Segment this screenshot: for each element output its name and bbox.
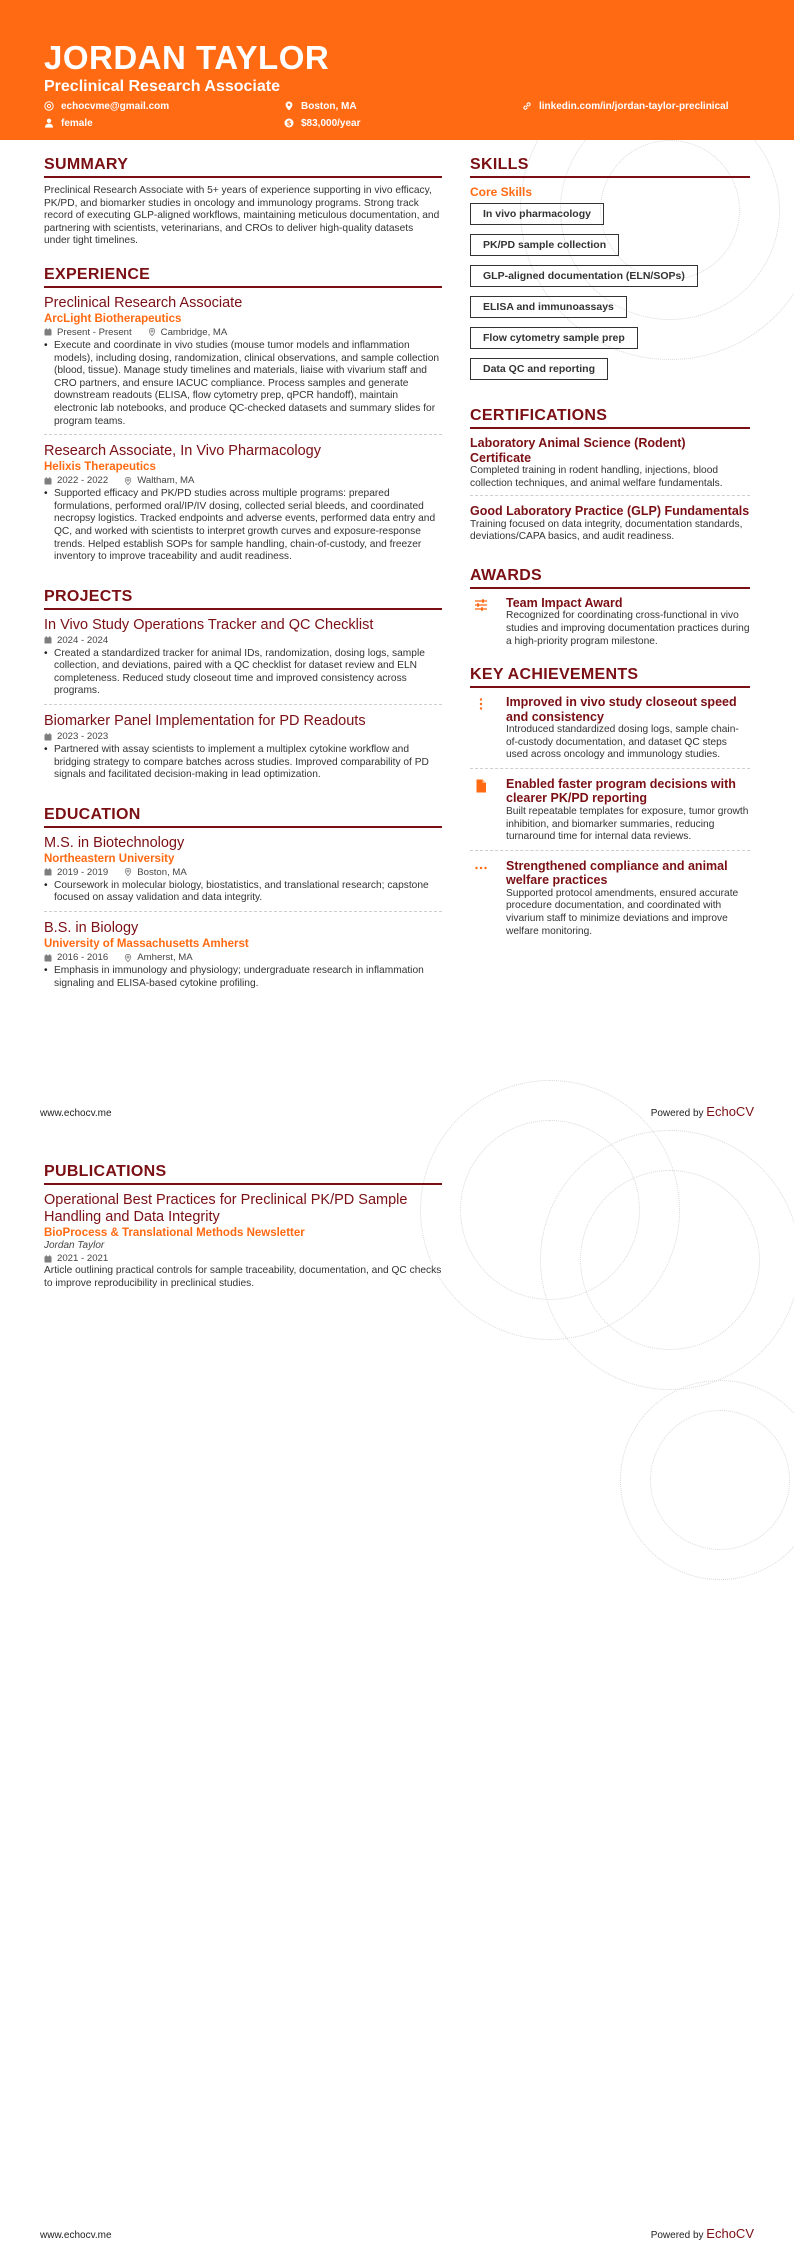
achievement-entry	[470, 695, 750, 769]
skill-tag: In vivo pharmacology	[470, 203, 604, 225]
certification-title: Laboratory Animal Science (Rodent) Certificate	[470, 436, 686, 465]
experience-section	[44, 266, 442, 570]
award-text: Recognized for coordinating cross-functional in vivo studies and improving documentation practices during a high-priority program milestone.	[506, 610, 750, 647]
publication-entry	[44, 1192, 442, 1296]
skills-subheading: Core Skills	[470, 185, 533, 199]
project-bullets	[44, 744, 442, 782]
school-name: Northeastern University	[44, 852, 175, 865]
certification-entry	[470, 504, 750, 549]
certification-text: Completed training in rodent handling, injections, blood collection techniques, and animal welfare fundamentals.	[470, 465, 723, 489]
degree-title: B.S. in Biology	[44, 920, 139, 937]
job-meta	[44, 326, 442, 339]
education-meta	[44, 866, 442, 879]
project-bullets	[44, 648, 442, 698]
vertical-dots-icon	[474, 697, 488, 711]
achievement-text: Introduced standardized dosing logs, sample chain-of-custody documentation, and dataset QC steps used across oncology and immunology studies.	[506, 724, 739, 761]
skill-tag: GLP-aligned documentation (ELN/SOPs)	[470, 265, 698, 287]
summary-heading: SUMMARY	[44, 156, 442, 178]
skills-heading: SKILLS	[470, 156, 750, 178]
job-bullet: • Supported efficacy and PK/PD studies across multiple programs: prepared formulations, performed oral/IP/IV dosing, collected serial bleeds, and coordinated necropsy logistics. Tracked endpoints and adverse events, performed data entry and QC, and worked with scientists to interpret growth curves and exposure-response trends. Helped establish SOPs for sample handling, chain-of-custody, and freezer inventory to improve traceability and audit readiness.	[44, 488, 442, 564]
job-bullets	[44, 488, 442, 564]
skill-tag: PK/PD sample collection	[470, 234, 619, 256]
degree-title: M.S. in Biotechnology	[44, 834, 185, 851]
powered-label: Powered by	[650, 2230, 704, 2241]
project-entry	[44, 617, 442, 705]
education-entry	[44, 920, 442, 996]
awards-heading: AWARDS	[470, 567, 750, 589]
skill-tag: Flow cytometry sample prep	[470, 327, 638, 349]
salary-text: $83,000/year	[301, 117, 361, 129]
publication-text: Article outlining practical controls for sample traceability, documentation, and QC checks to improve reproducibility in preclinical studies.	[44, 1265, 442, 1289]
publications-heading: PUBLICATIONS	[44, 1163, 442, 1185]
project-dates: 2024 - 2024	[57, 634, 109, 646]
publication-dates: 2021 - 2021	[57, 1253, 109, 1264]
publication-author: Jordan Taylor	[44, 1240, 105, 1251]
candidate-name: JORDAN TAYLOR	[44, 39, 330, 76]
certifications-heading: CERTIFICATIONS	[470, 407, 750, 429]
job-location: Cambridge, MA	[160, 326, 228, 338]
certification-title: Good Laboratory Practice (GLP) Fundamentals	[470, 504, 750, 519]
job-dates: 2022 - 2022	[57, 475, 109, 487]
job-bullet: • Execute and coordinate in vivo studies (mouse tumor models and inflammation models), including dosing, randomization, clinical observations, and sample collection (blood, tissue). Manage study timelines and materials, liaise with vivarium staff and CRO partners, and ensure IACUC compliance. Process samples and generate downstream readouts (ELISA, flow cytometry prep, qPCR handoff), maintain electronic lab notebooks, and produce QC-checked datasets and summary slides for program teams.	[44, 340, 442, 428]
certifications-section	[470, 407, 750, 549]
job-meta	[44, 474, 442, 487]
brand-logo: EchoCV	[706, 1104, 754, 1119]
project-dates: 2023 - 2023	[57, 731, 109, 743]
calendar-icon	[44, 733, 52, 741]
job-dates: Present - Present	[57, 326, 132, 338]
horizontal-dots-icon	[474, 861, 488, 875]
achievement-text: Built repeatable templates for exposure, tumor growth inhibition, and biomarker summaries, reducing turnaround time for internal data reviews.	[506, 805, 749, 843]
job-title: Preclinical Research Associate	[44, 294, 243, 311]
contact-gender	[44, 116, 93, 130]
powered-label: Powered by	[650, 1108, 704, 1119]
education-bullets	[44, 965, 442, 990]
certification-entry	[470, 436, 750, 496]
decorative-circle	[540, 1130, 794, 1390]
decorative-circle	[420, 1080, 680, 1340]
contact-location	[284, 99, 357, 113]
awards-section	[470, 567, 750, 648]
project-meta	[44, 634, 442, 647]
person-icon	[44, 118, 54, 128]
project-bullet: • Partnered with assay scientists to implement a multiplex cytokine workflow and bridging strategy to compare batches across studies. Improved comparability of PD signals and facilitated decision-making in lead optimization.	[44, 744, 442, 782]
at-icon	[44, 101, 54, 111]
linkedin-text: linkedin.com/in/jordan-taylor-preclinical	[539, 100, 729, 112]
education-bullet: • Emphasis in immunology and physiology; undergraduate research in inflammation signaling and ELISA-based cytokine profiling.	[44, 965, 442, 990]
resume-header	[0, 0, 794, 140]
projects-section	[44, 588, 442, 788]
education-bullet: • Coursework in molecular biology, biostatistics, and translational research; capstone focused on assay validation and data integrity.	[44, 880, 442, 905]
sliders-icon	[474, 598, 488, 612]
company-name: ArcLight Biotherapeutics	[44, 312, 182, 325]
project-title: In Vivo Study Operations Tracker and QC Checklist	[44, 616, 374, 633]
contact-email[interactable]	[44, 99, 169, 113]
location-text: Boston, MA	[301, 100, 357, 112]
experience-entry	[44, 443, 442, 570]
job-title: Research Associate, In Vivo Pharmacology	[44, 443, 321, 460]
page-footer	[40, 1104, 754, 1119]
achievement-text: Supported protocol amendments, ensured accurate procedure documentation, and coordinated with vivarium staff to minimize deviations and improve welfare monitoring.	[506, 887, 739, 937]
decorative-circle	[650, 1410, 790, 1550]
page-footer	[40, 2226, 754, 2241]
powered-by	[651, 2226, 754, 2241]
summary-text: Preclinical Research Associate with 5+ years of experience supporting in vivo efficacy, PK/PD, and biomarker studies in oncology and immunology programs. Strong track record of executing GLP-aligned workflows, maintaining meticulous documentation, and partnering with scientists, veterinarians, and CROs to deliver high-quality datasets under tight timelines.	[44, 185, 440, 247]
achievement-title: Strengthened compliance and animal welfare practices	[506, 858, 728, 888]
decorative-circle	[620, 1380, 794, 1580]
contact-info	[44, 99, 750, 133]
education-dates: 2019 - 2019	[57, 866, 109, 878]
projects-heading: PROJECTS	[44, 588, 442, 610]
project-meta	[44, 730, 442, 743]
summary-section	[44, 156, 442, 248]
calendar-icon	[44, 636, 52, 644]
candidate-title: Preclinical Research Associate	[44, 78, 280, 95]
achievement-title: Enabled faster program decisions with clearer PK/PD reporting	[506, 776, 736, 806]
publications-column	[44, 1163, 442, 1314]
education-bullets	[44, 880, 442, 905]
contact-salary	[284, 116, 361, 130]
left-column	[44, 156, 442, 1014]
project-bullet: • Created a standardized tracker for animal IDs, randomization, dosing logs, sample collection, and deviations, paired with a QC checklist for dataset review and ELN completeness. Reduced study closeout time and improved consistency across programs.	[44, 648, 442, 698]
powered-by	[651, 1104, 754, 1119]
location-pin-icon	[148, 328, 156, 336]
email-text: echocvme@gmail.com	[61, 100, 170, 112]
skill-tag: Data QC and reporting	[470, 358, 608, 380]
link-icon	[522, 101, 532, 111]
location-pin-icon	[124, 477, 132, 485]
calendar-icon	[44, 328, 52, 336]
experience-entry	[44, 295, 442, 435]
achievement-entry	[470, 777, 750, 851]
experience-heading: EXPERIENCE	[44, 266, 442, 288]
right-column	[470, 156, 750, 962]
achievements-section	[470, 666, 750, 944]
calendar-icon	[44, 954, 52, 962]
education-location: Boston, MA	[137, 866, 187, 878]
achievement-title: Improved in vivo study closeout speed and consistency	[506, 695, 737, 724]
achievements-heading: KEY ACHIEVEMENTS	[470, 666, 750, 688]
education-entry	[44, 835, 442, 912]
education-section	[44, 806, 442, 996]
skill-tags	[470, 203, 750, 389]
project-title: Biomarker Panel Implementation for PD Readouts	[44, 713, 366, 730]
svg-text:$: $	[286, 119, 292, 128]
school-name: University of Massachusetts Amherst	[44, 938, 249, 951]
award-title: Team Impact Award	[506, 595, 623, 610]
job-location: Waltham, MA	[137, 475, 195, 487]
calendar-icon	[44, 1255, 52, 1263]
decorative-circle	[460, 1120, 640, 1300]
education-dates: 2016 - 2016	[57, 952, 109, 964]
location-pin-icon	[124, 868, 132, 876]
publication-meta	[44, 1252, 442, 1265]
gender-text: female	[61, 117, 93, 129]
publication-title: Operational Best Practices for Preclinical PK/PD Sample Handling and Data Integrity	[44, 1192, 408, 1225]
project-entry	[44, 713, 442, 788]
footer-site[interactable]: www.echocv.me	[40, 2230, 112, 2241]
job-bullets	[44, 340, 442, 428]
location-pin-icon	[284, 101, 294, 111]
publication-publisher: BioProcess & Translational Methods Newsletter	[44, 1227, 305, 1239]
publications-section	[44, 1163, 442, 1296]
document-icon	[474, 779, 488, 793]
award-entry	[470, 596, 750, 648]
calendar-icon	[44, 477, 52, 485]
calendar-icon	[44, 868, 52, 876]
education-meta	[44, 951, 442, 964]
skill-tag: ELISA and immunoassays	[470, 296, 627, 318]
decorative-circle	[580, 1170, 760, 1350]
skills-section	[470, 156, 750, 389]
footer-site[interactable]: www.echocv.me	[40, 1108, 112, 1119]
coin-icon	[284, 118, 294, 128]
location-pin-icon	[124, 954, 132, 962]
company-name: Helixis Therapeutics	[44, 461, 156, 474]
certification-text: Training focused on data integrity, documentation standards, deviations/CAPA basics, and audit readiness.	[470, 518, 743, 543]
brand-logo: EchoCV	[706, 2226, 754, 2241]
education-location: Amherst, MA	[137, 952, 193, 964]
education-heading: EDUCATION	[44, 806, 442, 828]
achievement-entry	[470, 859, 750, 944]
contact-linkedin[interactable]	[522, 99, 728, 113]
